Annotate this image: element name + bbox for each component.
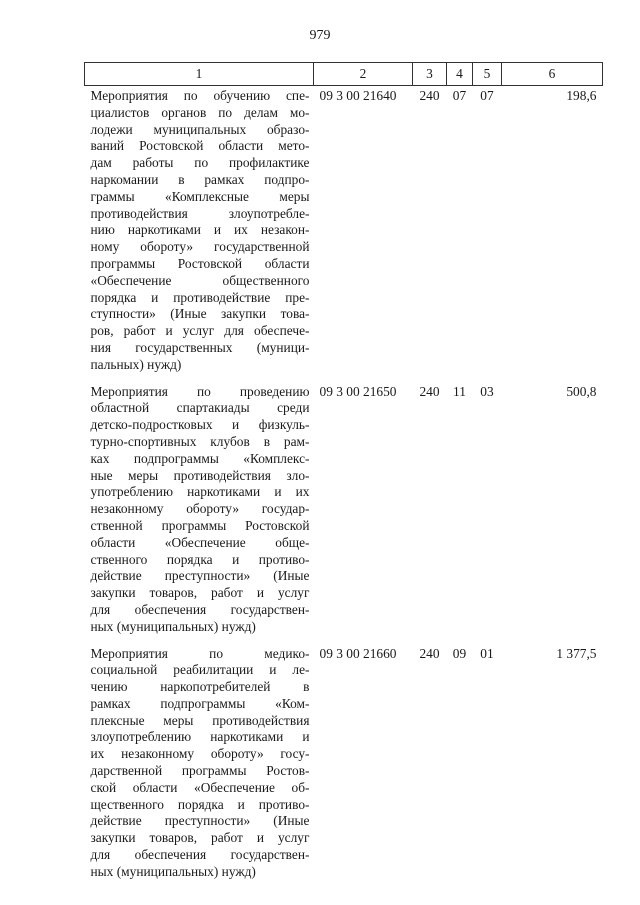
description-line: детско-подростковых и физкуль-	[90, 417, 310, 433]
description-line: лодежи муниципальных образо-	[90, 121, 310, 137]
description-line: действие преступности» (Иные	[90, 568, 310, 584]
description-line: действие преступности» (Иные	[90, 813, 310, 829]
table-row	[85, 86, 603, 382]
description-line: закупки товаров, работ и услуг	[90, 830, 310, 846]
description-line: порядка и противодействие пре-	[90, 289, 310, 305]
row-expense-type: 240	[419, 88, 440, 103]
description-line: для обеспечения государствен-	[90, 601, 310, 617]
row-description	[85, 382, 314, 644]
description-line: щественного порядка и противо-	[90, 796, 310, 812]
row-amount: 500,8	[566, 383, 597, 399]
header-col-2: 2	[314, 63, 413, 86]
description-line: плексные меры противодействия	[90, 712, 310, 728]
row-subsection: 03	[480, 383, 494, 399]
header-col-6: 6	[502, 63, 603, 86]
description-line: социальной реабилитации и ле-	[90, 662, 310, 678]
row-description	[85, 644, 314, 889]
header-col-5: 5	[473, 63, 502, 86]
description-line: ному обороту» государственной	[90, 239, 310, 255]
description-line: ской области «Обеспечение об-	[90, 779, 310, 795]
row-amount: 198,6	[566, 88, 597, 103]
row-code: 09 3 00 21650	[319, 383, 397, 399]
header-col-4: 4	[447, 63, 473, 86]
description-line: незаконному обороту» государ-	[90, 501, 310, 517]
row-section: 11	[453, 383, 466, 399]
row-section: 09	[452, 645, 467, 661]
page-number: 979	[309, 28, 331, 43]
row-description	[85, 86, 314, 382]
description-line: их незаконному обороту» госу-	[90, 746, 310, 762]
description-line: пальных) нужд)	[90, 356, 182, 372]
row-subsection: 07	[480, 88, 494, 103]
row-code: 09 3 00 21640	[319, 88, 397, 103]
description-line: ственной программы Ростовской	[90, 517, 310, 533]
description-line: Мероприятия по обучению спе-	[90, 88, 310, 103]
description-line: нию наркотиками и их незакон-	[90, 222, 310, 238]
description-line: злоупотреблению наркотиками и	[90, 729, 310, 745]
header-col-3: 3	[413, 63, 447, 86]
row-section: 07	[452, 88, 467, 103]
description-line: граммы «Комплексные меры	[90, 188, 310, 204]
description-line: закупки товаров, работ и услуг	[90, 585, 310, 601]
description-line: ные меры противодействия зло-	[90, 467, 310, 483]
description-line: Мероприятия по проведению	[90, 383, 310, 399]
table-row	[85, 644, 603, 889]
description-line: дам работы по профилактике	[90, 155, 310, 171]
description-line: чению наркопотребителей в	[90, 679, 310, 695]
description-line: ния государственных (муници-	[90, 339, 310, 355]
description-line: дарственной программы Ростов-	[90, 763, 310, 779]
description-line: области «Обеспечение обще-	[90, 534, 310, 550]
description-line: ваний Ростовской области мето-	[90, 138, 310, 154]
description-line: турно-спортивных клубов в рам-	[90, 433, 310, 449]
description-line: рамках подпрограммы «Ком-	[90, 695, 310, 711]
table-row	[85, 382, 603, 644]
description-line: ных (муниципальных) нужд)	[90, 863, 256, 879]
description-line: наркомании в рамках подпро-	[90, 171, 310, 187]
description-line: ров, работ и услуг для обеспече-	[90, 323, 310, 339]
row-subsection: 01	[480, 645, 494, 661]
description-line: противодействия злоупотребле-	[90, 205, 310, 221]
budget-table	[84, 62, 603, 889]
description-line: употреблению наркотиками и их	[90, 484, 310, 500]
description-line: ках подпрограммы «Комплекс-	[90, 450, 310, 466]
row-expense-type: 240	[419, 645, 440, 661]
description-line: Мероприятия по медико-	[90, 645, 310, 661]
table-header-row	[85, 63, 603, 86]
table-body	[85, 86, 603, 889]
description-line: ных (муниципальных) нужд)	[90, 618, 256, 634]
description-line: ственного порядка и противо-	[90, 551, 310, 567]
row-amount: 1 377,5	[556, 645, 597, 661]
description-line: циалистов органов по делам мо-	[90, 104, 310, 120]
row-expense-type: 240	[419, 383, 440, 399]
description-line: программы Ростовской области	[90, 255, 310, 271]
row-code: 09 3 00 21660	[319, 645, 397, 661]
description-line: для обеспечения государствен-	[90, 847, 310, 863]
description-line: ступности» (Иные закупки това-	[90, 306, 310, 322]
header-col-1: 1	[85, 63, 314, 86]
description-line: областной спартакиады среди	[90, 400, 310, 416]
description-line: «Обеспечение общественного	[90, 272, 310, 288]
